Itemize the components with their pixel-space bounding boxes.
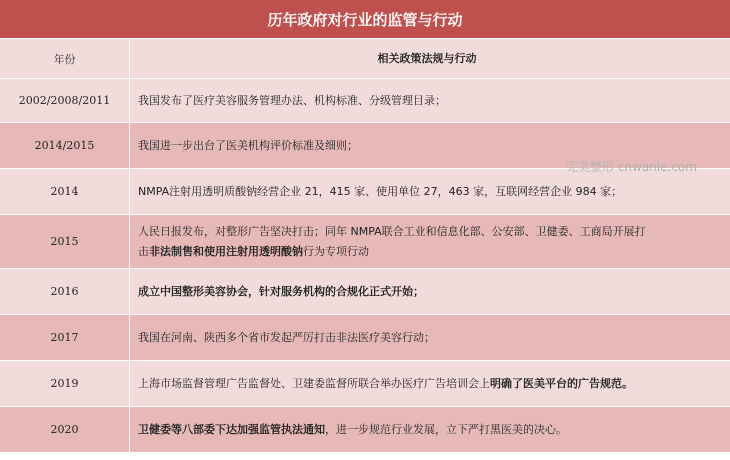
table-title: 历年政府对行业的监管与行动	[0, 0, 730, 38]
row-text: 我国进一步出台了医美机构评价标准及细则；	[138, 138, 358, 152]
row-year: 2016	[0, 269, 130, 314]
row-year: 2020	[0, 407, 130, 452]
row-text-bold: 卫健委等八部委下达加强监管执法通知	[138, 422, 325, 436]
row-text-bold: 明确了医美平台的广告规范。	[490, 376, 633, 390]
table-row	[0, 314, 730, 360]
row-text: 我国在河南、陕西多个省市发起严厉打击非法医疗美容行动；	[138, 330, 435, 344]
row-text	[130, 407, 730, 452]
row-text-bold: 非法制售和使用注射用透明酸钠	[149, 244, 303, 258]
table-row	[0, 360, 730, 406]
row-text-line1: 人民日报发布，对整形广告坚决打击；同年 NMPA联合工业和信息化部、公安部、卫健委、工商局开展打	[138, 224, 646, 238]
row-text-plain: 行为专项行动	[303, 244, 369, 258]
table-row	[0, 406, 730, 452]
regulation-table	[0, 38, 730, 452]
row-text: 成立中国整形美容协会，针对服务机构的合规化正式开始；	[138, 284, 424, 298]
row-text-plain: ，进一步规范行业发展，立下严打黑医美的决心。	[325, 422, 567, 436]
row-year: 2014/2015	[0, 123, 130, 168]
table-row	[0, 268, 730, 314]
table-row	[0, 78, 730, 122]
header-year: 年份	[0, 39, 130, 78]
row-text: NMPA注射用透明质酸钠经营企业 21，415 家、使用单位 27，463 家，互联网经营企业 984 家；	[138, 184, 623, 198]
row-text	[130, 361, 730, 406]
row-year: 2017	[0, 315, 130, 360]
watermark: 完美整形 cnwanle.com	[566, 160, 697, 174]
header-policy: 相关政策法规与行动	[377, 51, 477, 65]
row-year: 2002/2008/2011	[0, 79, 130, 122]
row-year: 2015	[0, 215, 130, 268]
row-text	[130, 215, 730, 268]
row-text-line2	[138, 242, 646, 262]
table-row	[0, 214, 730, 268]
row-year: 2014	[0, 169, 130, 214]
row-text-plain: 上海市场监督管理广告监督处、卫建委监督所联合举办医疗广告培训会上	[138, 376, 490, 390]
row-text: 我国发布了医疗美容服务管理办法、机构标准、分级管理目录；	[138, 93, 446, 107]
row-text-plain: 击	[138, 244, 149, 258]
row-year: 2019	[0, 361, 130, 406]
table-header	[0, 38, 730, 78]
